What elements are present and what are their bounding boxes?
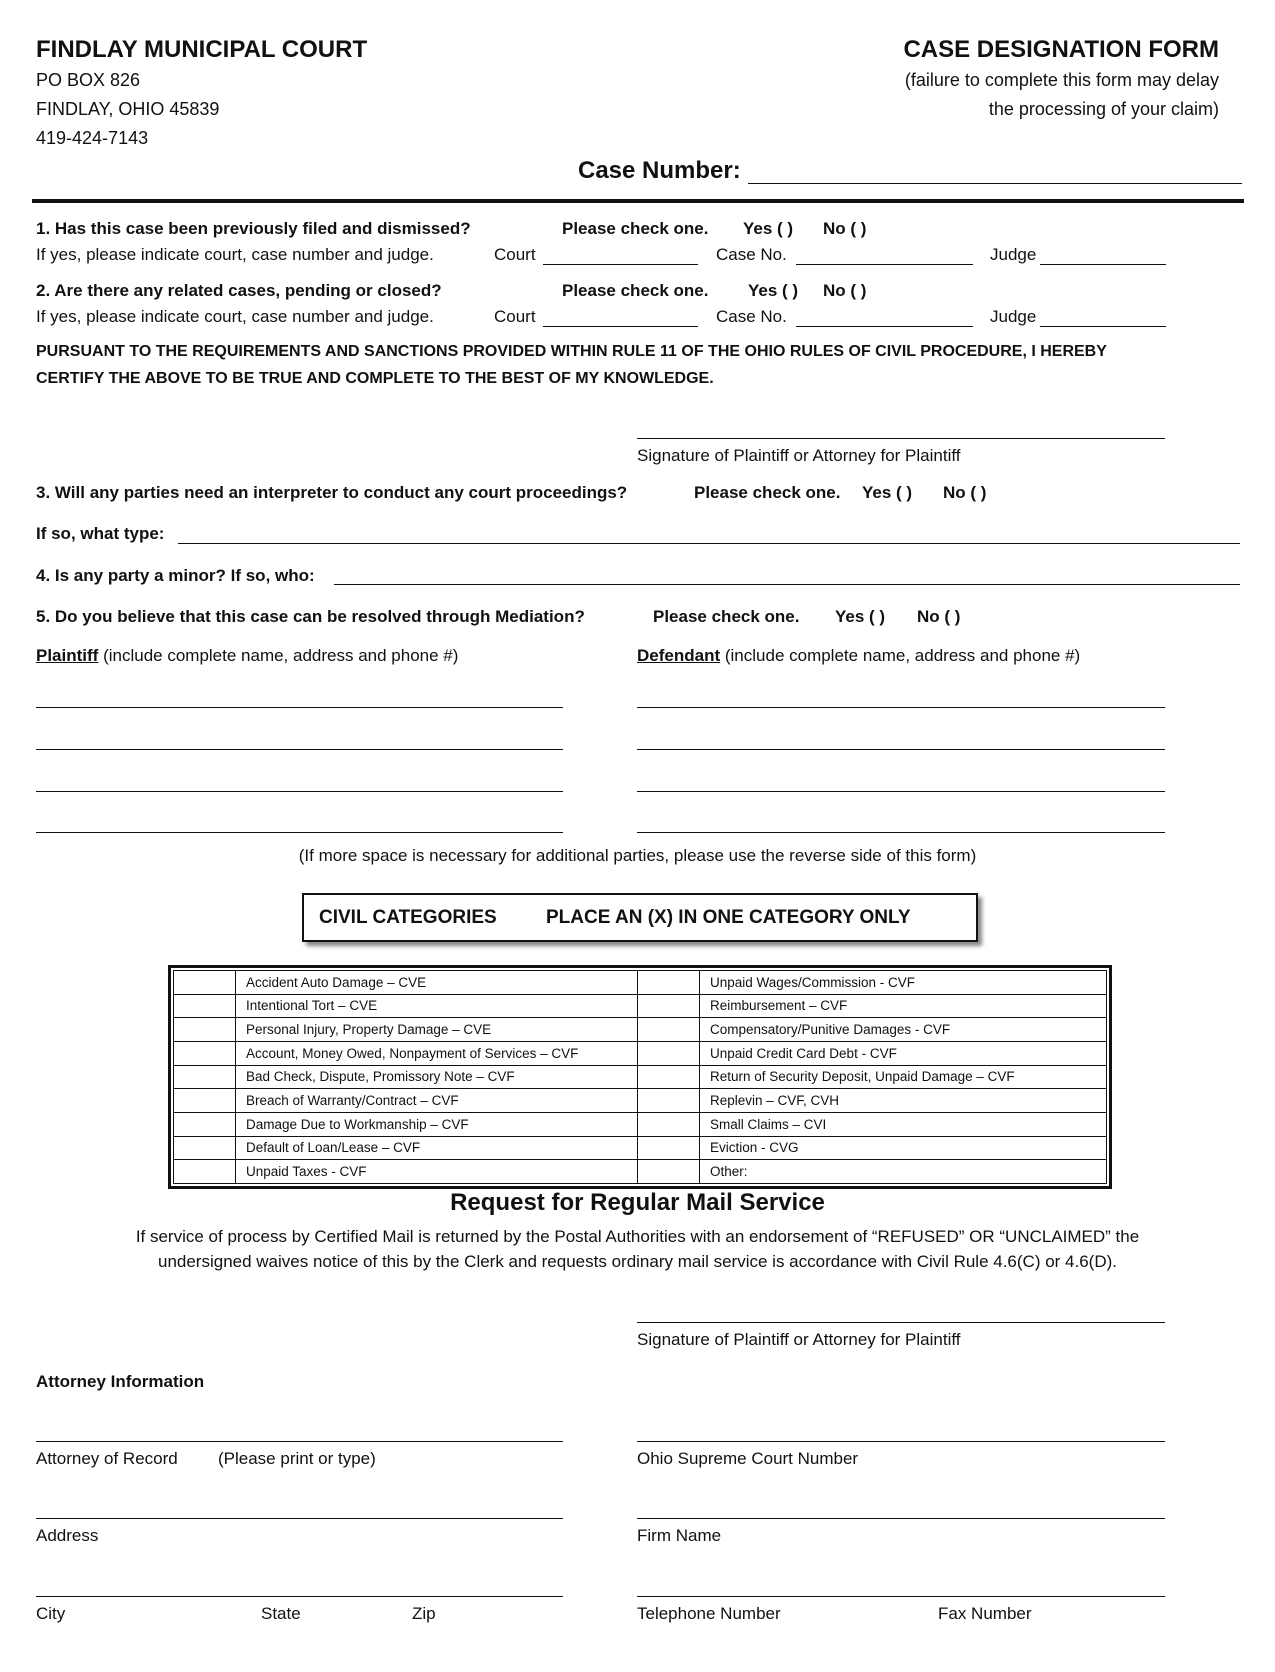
plaintiff-line-1[interactable]: [36, 707, 563, 708]
q3-type-label: If so, what type:: [36, 524, 165, 543]
category-checkbox[interactable]: [174, 1136, 236, 1160]
civil-categories-table: [168, 965, 1112, 1189]
category-label: Other:: [700, 1160, 1107, 1184]
category-checkbox[interactable]: [174, 1089, 236, 1113]
category-label: Unpaid Wages/Commission - CVF: [700, 971, 1107, 995]
firm-name-field[interactable]: [637, 1518, 1165, 1519]
category-label: Replevin – CVF, CVH: [700, 1089, 1107, 1113]
supreme-court-number-field[interactable]: [637, 1441, 1165, 1442]
city-state-zip-field[interactable]: [36, 1596, 563, 1597]
phone-fax-field[interactable]: [637, 1596, 1165, 1597]
attorney-record-field[interactable]: [36, 1441, 563, 1442]
category-label: Bad Check, Dispute, Promissory Note – CVF: [236, 1065, 638, 1089]
category-checkbox[interactable]: [174, 971, 236, 995]
table-row: [174, 1065, 1107, 1089]
court-address-line2: FINDLAY, OHIO 45839: [36, 99, 220, 119]
q1-judge-field[interactable]: [1040, 264, 1166, 265]
court-address-line1: PO BOX 826: [36, 70, 141, 90]
table-row: [174, 994, 1107, 1018]
category-checkbox[interactable]: [638, 1160, 700, 1184]
table-row: [174, 1018, 1107, 1042]
attorney-address-label: Address: [36, 1526, 99, 1545]
civil-categories-instruction: PLACE AN (X) IN ONE CATEGORY ONLY: [546, 907, 911, 928]
case-number-field[interactable]: [748, 183, 1242, 184]
category-label: Compensatory/Punitive Damages - CVF: [700, 1018, 1107, 1042]
q2-judge-label: Judge: [990, 307, 1037, 326]
category-label: Reimbursement – CVF: [700, 994, 1107, 1018]
court-phone: 419-424-7143: [36, 128, 149, 148]
table-row: [174, 1136, 1107, 1160]
q2-court-field[interactable]: [543, 326, 698, 327]
q1-no-checkbox[interactable]: No ( ): [823, 219, 867, 238]
attorney-print-hint: (Please print or type): [218, 1449, 376, 1468]
form-note-line1: (failure to complete this form may delay: [904, 70, 1219, 90]
plaintiff-line-3[interactable]: [36, 791, 563, 792]
signature-line-1[interactable]: [637, 438, 1165, 439]
q2-sub-label: If yes, please indicate court, case number and judge.: [36, 307, 434, 326]
category-checkbox[interactable]: [638, 971, 700, 995]
table-row: [174, 1160, 1107, 1184]
form-title: CASE DESIGNATION FORM: [903, 36, 1219, 63]
city-label: City: [36, 1604, 66, 1623]
category-checkbox[interactable]: [174, 994, 236, 1018]
minor-party-field[interactable]: [334, 584, 1240, 585]
supreme-court-number-label: Ohio Supreme Court Number: [637, 1449, 859, 1468]
q1-yes-checkbox[interactable]: Yes ( ): [743, 219, 794, 238]
category-label: Eviction - CVG: [700, 1136, 1107, 1160]
civil-categories-title: CIVIL CATEGORIES: [319, 907, 497, 928]
category-label: Accident Auto Damage – CVE: [236, 971, 638, 995]
category-checkbox[interactable]: [174, 1041, 236, 1065]
category-label: Personal Injury, Property Damage – CVE: [236, 1018, 638, 1042]
attorney-address-field[interactable]: [36, 1518, 563, 1519]
q4-label: 4. Is any party a minor? If so, who:: [36, 566, 315, 585]
fax-label: Fax Number: [938, 1604, 1032, 1623]
defendant-label: Defendant: [637, 646, 721, 665]
q1-court-label: Court: [494, 245, 536, 264]
category-checkbox[interactable]: [638, 1018, 700, 1042]
q1-case-no-field[interactable]: [796, 264, 973, 265]
attorney-info-heading: Attorney Information: [36, 1372, 205, 1391]
case-number-label: Case Number:: [578, 157, 741, 184]
q2-label: 2. Are there any related cases, pending or closed?: [36, 281, 442, 300]
category-checkbox[interactable]: [174, 1112, 236, 1136]
defendant-heading: [637, 646, 1080, 666]
q3-label: 3. Will any parties need an interpreter to conduct any court proceedings?: [36, 483, 628, 502]
category-checkbox[interactable]: [174, 1065, 236, 1089]
plaintiff-line-4[interactable]: [36, 832, 563, 833]
category-checkbox[interactable]: [638, 1065, 700, 1089]
defendant-hint: (include complete name, address and phone #): [724, 646, 1081, 665]
firm-name-label: Firm Name: [637, 1526, 722, 1545]
table-row: [174, 1112, 1107, 1136]
q2-court-label: Court: [494, 307, 536, 326]
plaintiff-line-2[interactable]: [36, 749, 563, 750]
defendant-line-1[interactable]: [637, 707, 1165, 708]
signature-label-1: Signature of Plaintiff or Attorney for Plaintiff: [637, 446, 961, 465]
q3-check-label: Please check one.: [694, 483, 841, 502]
q2-no-checkbox[interactable]: No ( ): [823, 281, 867, 300]
q1-label: 1. Has this case been previously filed and dismissed?: [36, 219, 471, 238]
q1-check-label: Please check one.: [562, 219, 709, 238]
category-checkbox[interactable]: [638, 1112, 700, 1136]
q5-check-label: Please check one.: [653, 607, 800, 626]
more-space-note: (If more space is necessary for additional parties, please use the reverse side of this form): [298, 846, 977, 865]
plaintiff-hint: (include complete name, address and phone #): [103, 646, 459, 665]
q1-judge-label: Judge: [990, 245, 1037, 264]
q5-no-checkbox[interactable]: No ( ): [917, 607, 961, 626]
zip-label: Zip: [412, 1604, 436, 1623]
plaintiff-heading: [36, 646, 458, 666]
q3-no-checkbox[interactable]: No ( ): [943, 483, 987, 502]
mail-service-title: Request for Regular Mail Service: [450, 1189, 825, 1216]
q2-judge-field[interactable]: [1040, 326, 1166, 327]
signature-label-2: Signature of Plaintiff or Attorney for Plaintiff: [637, 1330, 961, 1349]
q5-yes-checkbox[interactable]: Yes ( ): [835, 607, 886, 626]
court-name: FINDLAY MUNICIPAL COURT: [36, 36, 368, 63]
category-checkbox[interactable]: [174, 1160, 236, 1184]
defendant-line-4[interactable]: [637, 832, 1165, 833]
category-checkbox[interactable]: [638, 994, 700, 1018]
category-label: Return of Security Deposit, Unpaid Damage – CVF: [700, 1065, 1107, 1089]
q2-case-no-label: Case No.: [716, 307, 787, 326]
table-row: [174, 1041, 1107, 1065]
defendant-line-2[interactable]: [637, 749, 1165, 750]
category-label: Damage Due to Workmanship – CVF: [236, 1112, 638, 1136]
mail-service-text-line2: undersigned waives notice of this by the Clerk and requests ordinary mail service is accordance with Civil Rule 4.6(C) or 4.6(D).: [157, 1252, 1118, 1271]
q2-yes-checkbox[interactable]: Yes ( ): [748, 281, 799, 300]
q1-court-field[interactable]: [543, 264, 698, 265]
q1-case-no-label: Case No.: [716, 245, 787, 264]
q2-check-label: Please check one.: [562, 281, 709, 300]
category-checkbox[interactable]: [638, 1089, 700, 1113]
q3-yes-checkbox[interactable]: Yes ( ): [862, 483, 913, 502]
plaintiff-label: Plaintiff: [36, 646, 99, 665]
category-label: Breach of Warranty/Contract – CVF: [236, 1089, 638, 1113]
q5-label: 5. Do you believe that this case can be resolved through Mediation?: [36, 607, 585, 626]
table-row: [174, 971, 1107, 995]
defendant-line-3[interactable]: [637, 791, 1165, 792]
category-label: Unpaid Credit Card Debt - CVF: [700, 1041, 1107, 1065]
form-note-line2: the processing of your claim): [988, 99, 1219, 119]
certify-text-line1: PURSUANT TO THE REQUIREMENTS AND SANCTIONS PROVIDED WITHIN RULE 11 OF THE OHIO RULES OF CIVIL PROCEDURE, I HEREBY: [36, 343, 1107, 360]
state-label: State: [261, 1604, 301, 1623]
category-checkbox[interactable]: [638, 1041, 700, 1065]
category-label: Intentional Tort – CVE: [236, 994, 638, 1018]
interpreter-type-field[interactable]: [178, 543, 1240, 544]
category-label: Unpaid Taxes - CVF: [236, 1160, 638, 1184]
attorney-record-label: Attorney of Record: [36, 1449, 178, 1468]
mail-service-text-line1: If service of process by Certified Mail is returned by the Postal Authorities with an endorsement of “REFUSED” OR “UNCLAIMED” the: [135, 1227, 1140, 1246]
header-divider: [32, 199, 1244, 203]
telephone-label: Telephone Number: [637, 1604, 781, 1623]
category-checkbox[interactable]: [638, 1136, 700, 1160]
category-label: Small Claims – CVI: [700, 1112, 1107, 1136]
signature-line-2[interactable]: [637, 1322, 1165, 1323]
q2-case-no-field[interactable]: [796, 326, 973, 327]
table-row: [174, 1089, 1107, 1113]
civil-categories-box: [302, 893, 978, 942]
q1-sub-label: If yes, please indicate court, case number and judge.: [36, 245, 434, 264]
certify-text-line2: CERTIFY THE ABOVE TO BE TRUE AND COMPLETE TO THE BEST OF MY KNOWLEDGE.: [36, 370, 714, 387]
category-label: Default of Loan/Lease – CVF: [236, 1136, 638, 1160]
category-checkbox[interactable]: [174, 1018, 236, 1042]
category-label: Account, Money Owed, Nonpayment of Services – CVF: [236, 1041, 638, 1065]
